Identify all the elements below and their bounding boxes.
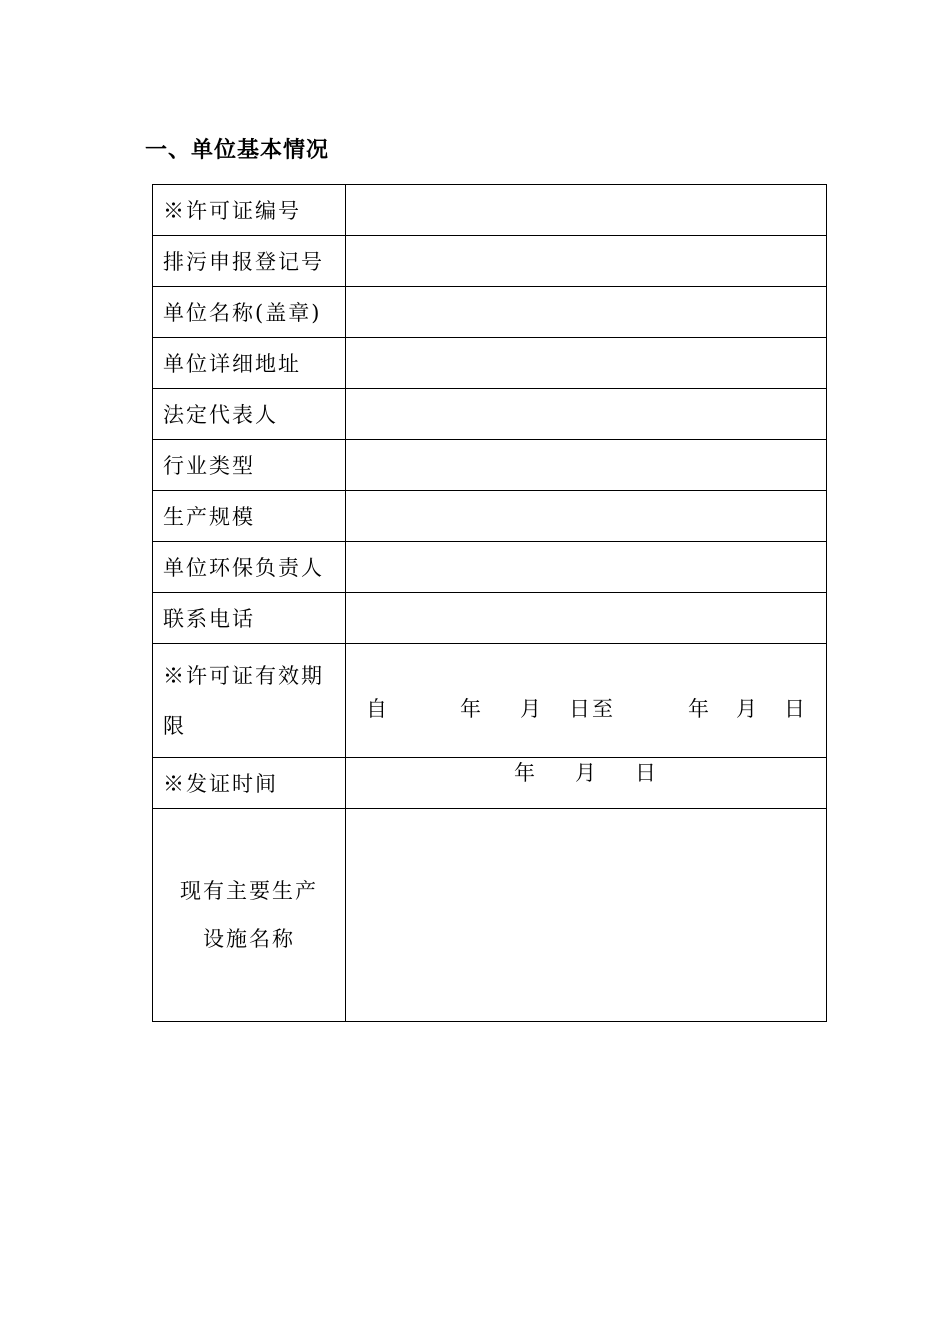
field-contact-phone[interactable] bbox=[346, 593, 827, 644]
field-industry-type[interactable] bbox=[346, 440, 827, 491]
field-unit-name[interactable] bbox=[346, 287, 827, 338]
row-contact-phone bbox=[153, 593, 827, 644]
row-main-facilities bbox=[153, 809, 827, 1022]
validity-year-1: 年 bbox=[460, 697, 483, 721]
issue-year: 年 bbox=[514, 761, 537, 785]
label-main-facilities-line2: 设施名称 bbox=[203, 927, 295, 951]
field-issue-date[interactable] bbox=[346, 758, 827, 809]
label-main-facilities-line1: 现有主要生产 bbox=[180, 879, 318, 903]
row-unit-address bbox=[153, 338, 827, 389]
row-env-manager bbox=[153, 542, 827, 593]
label-main-facilities bbox=[153, 809, 346, 1022]
field-discharge-registration[interactable] bbox=[346, 236, 827, 287]
validity-day-to: 日至 bbox=[569, 697, 615, 721]
row-industry-type bbox=[153, 440, 827, 491]
label-production-scale: 生产规模 bbox=[153, 491, 346, 542]
label-env-manager: 单位环保负责人 bbox=[153, 542, 346, 593]
validity-month-2: 月 bbox=[736, 697, 759, 721]
validity-year-2: 年 bbox=[688, 697, 711, 721]
validity-month-1: 月 bbox=[520, 697, 543, 721]
issue-date bbox=[346, 761, 826, 797]
label-contact-phone: 联系电话 bbox=[153, 593, 346, 644]
label-legal-representative: 法定代表人 bbox=[153, 389, 346, 440]
section-title: 一、单位基本情况 bbox=[145, 138, 330, 163]
issue-day: 日 bbox=[635, 761, 658, 785]
field-license-number[interactable] bbox=[346, 185, 827, 236]
validity-date-range bbox=[346, 693, 826, 721]
label-industry-type: 行业类型 bbox=[153, 440, 346, 491]
row-license-number bbox=[153, 185, 827, 236]
validity-from: 自 bbox=[366, 697, 389, 721]
row-production-scale bbox=[153, 491, 827, 542]
label-issue-date: ※发证时间 bbox=[153, 758, 346, 809]
field-production-scale[interactable] bbox=[346, 491, 827, 542]
validity-day-2: 日 bbox=[784, 697, 807, 721]
label-license-number: ※许可证编号 bbox=[153, 185, 346, 236]
field-legal-representative[interactable] bbox=[346, 389, 827, 440]
row-unit-name bbox=[153, 287, 827, 338]
row-validity-period bbox=[153, 644, 827, 758]
issue-month: 月 bbox=[575, 761, 598, 785]
field-unit-address[interactable] bbox=[346, 338, 827, 389]
field-env-manager[interactable] bbox=[346, 542, 827, 593]
unit-info-table bbox=[152, 184, 827, 1022]
row-discharge-registration bbox=[153, 236, 827, 287]
label-unit-address: 单位详细地址 bbox=[153, 338, 346, 389]
label-validity-period: ※许可证有效期限 bbox=[153, 644, 346, 758]
field-validity-period[interactable] bbox=[346, 644, 827, 758]
label-discharge-registration: 排污申报登记号 bbox=[153, 236, 346, 287]
label-unit-name: 单位名称(盖章) bbox=[153, 287, 346, 338]
field-main-facilities[interactable] bbox=[346, 809, 827, 1022]
row-issue-date bbox=[153, 758, 827, 809]
row-legal-representative bbox=[153, 389, 827, 440]
